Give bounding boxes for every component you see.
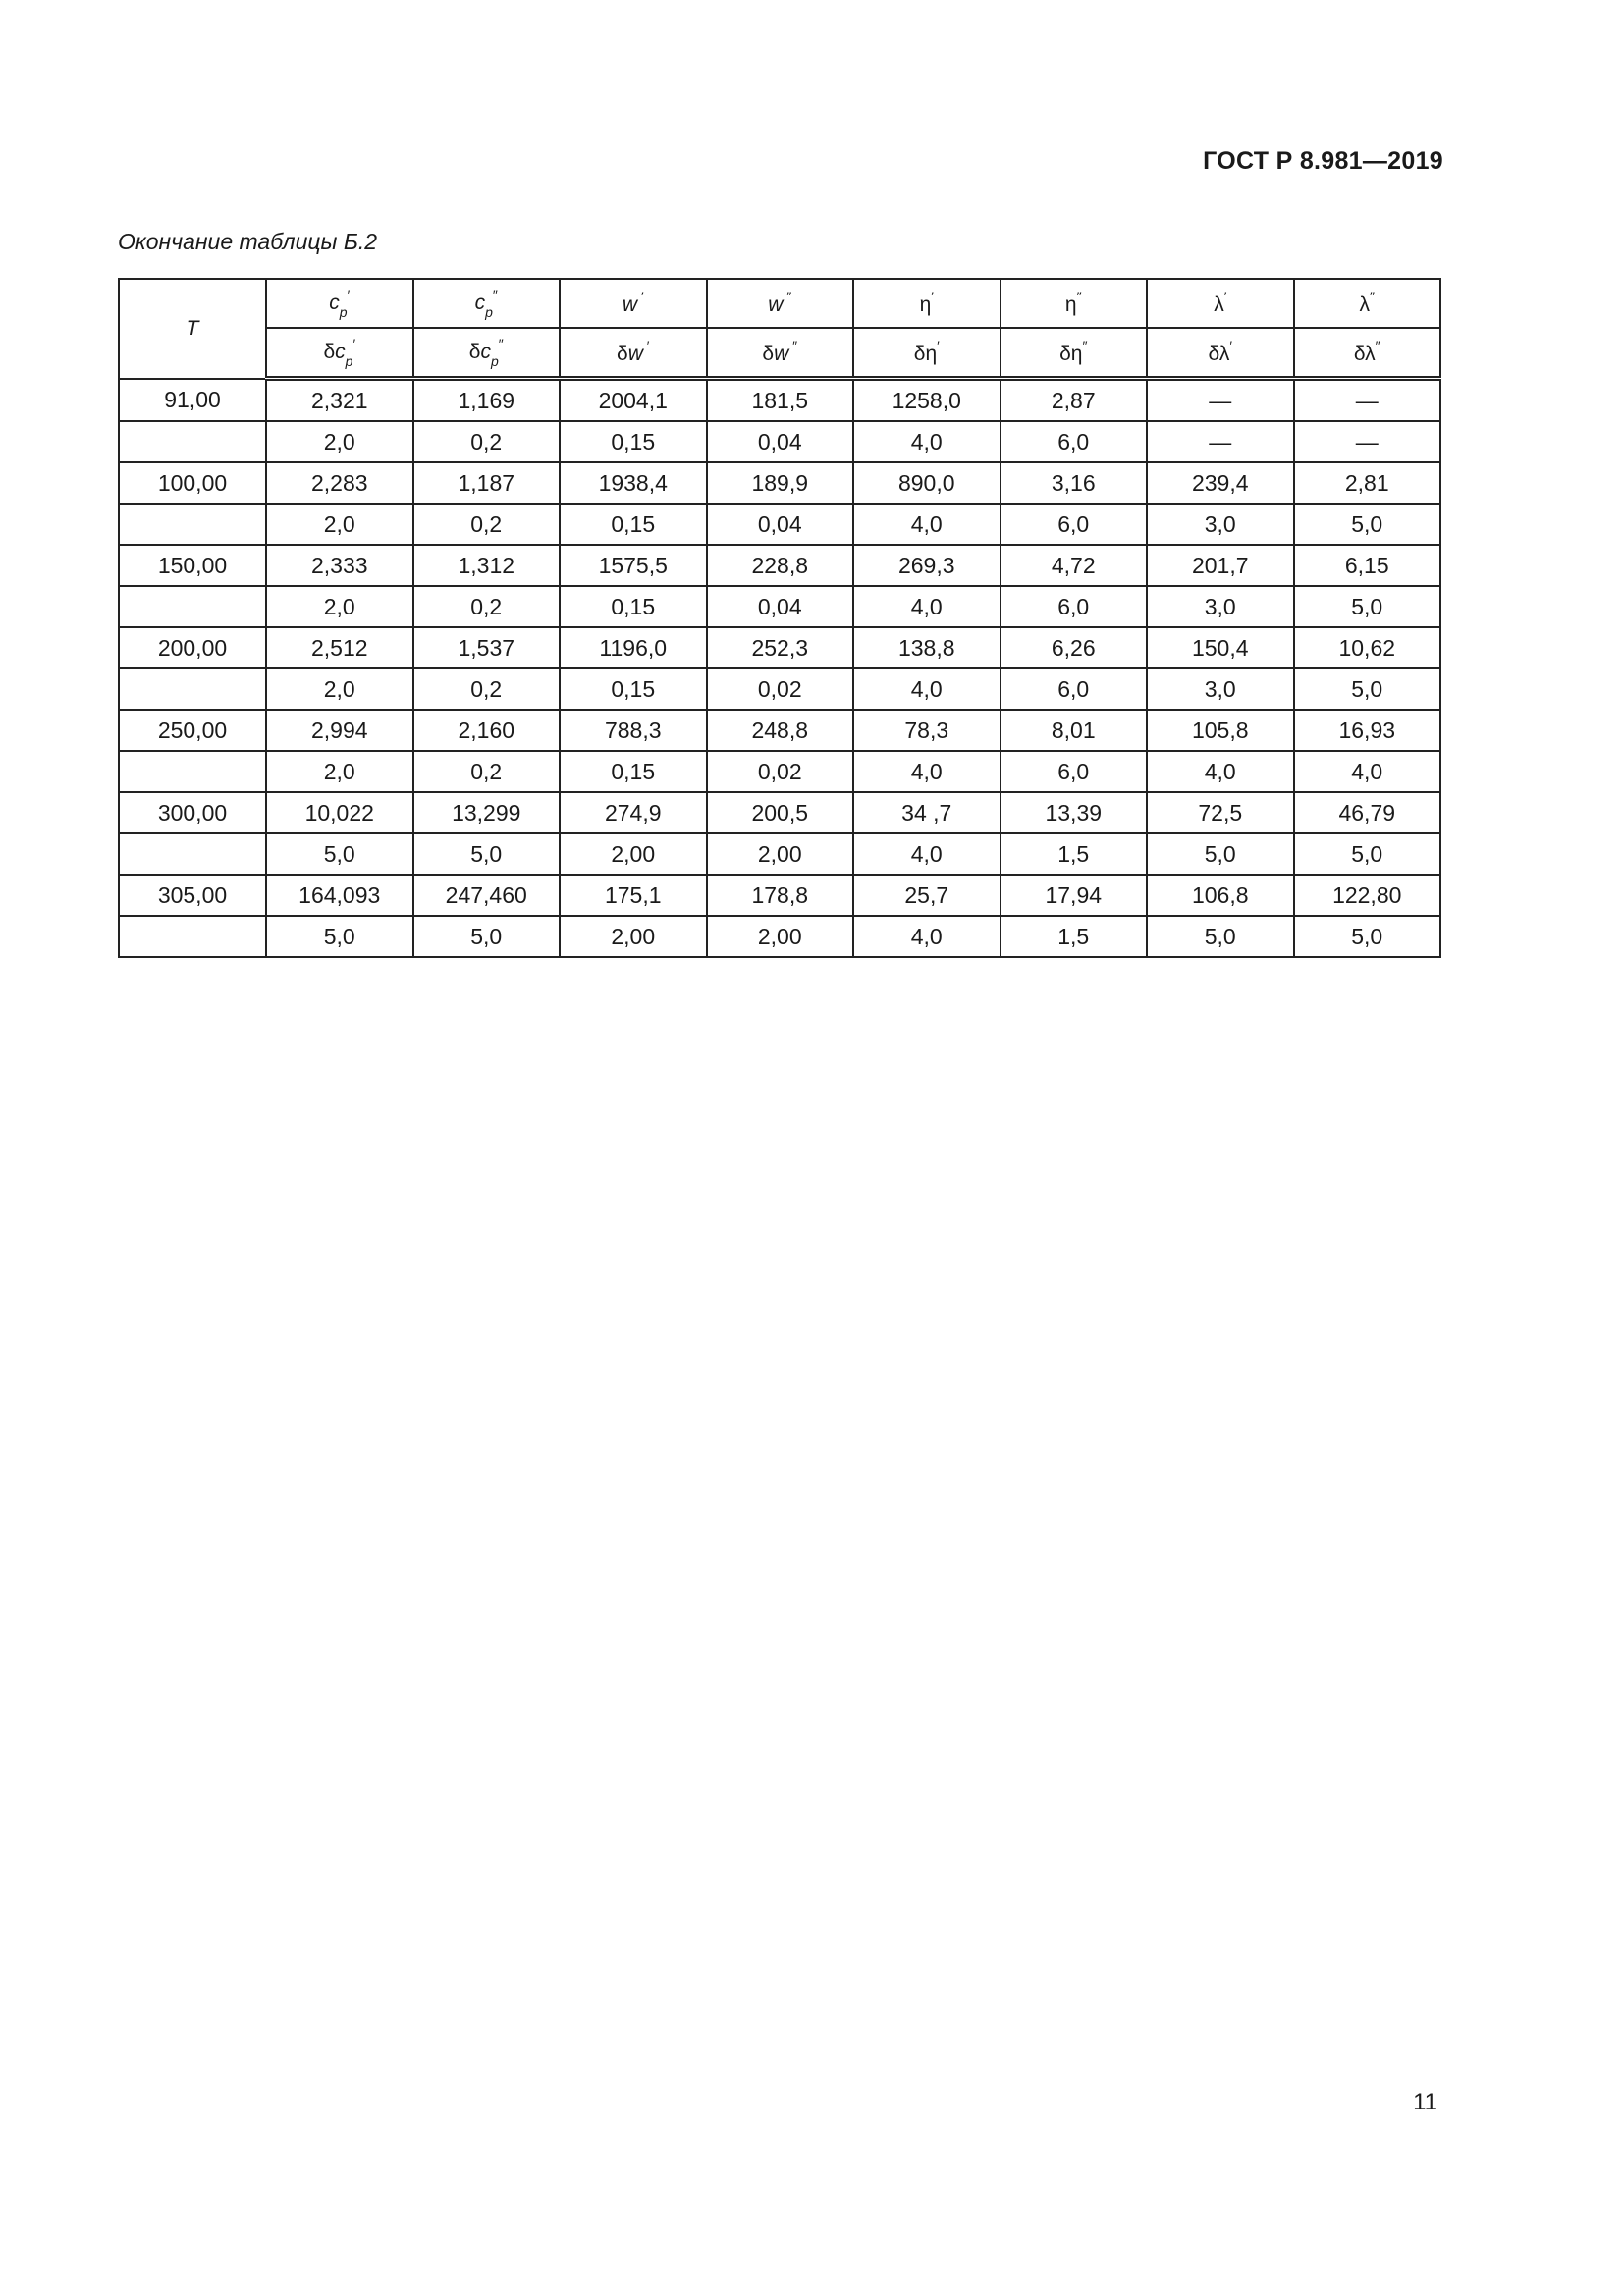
table-row-uncertainty bbox=[119, 751, 1440, 792]
table-cell: 2,00 bbox=[560, 916, 707, 957]
table-cell: 2,160 bbox=[413, 710, 561, 751]
table-cell: 122,80 bbox=[1294, 875, 1441, 916]
table-cell: 1,537 bbox=[413, 627, 561, 668]
table-cell: 5,0 bbox=[1294, 833, 1441, 875]
table-cell: 1,187 bbox=[413, 462, 561, 504]
table-body bbox=[119, 379, 1440, 958]
table-cell: 5,0 bbox=[1147, 916, 1294, 957]
table-row-uncertainty bbox=[119, 833, 1440, 875]
table-cell: 46,79 bbox=[1294, 792, 1441, 833]
cell-temperature: 200,00 bbox=[119, 627, 266, 668]
table-cell: 0,04 bbox=[707, 421, 854, 462]
table-cell: 5,0 bbox=[1147, 833, 1294, 875]
table-cell: 2,283 bbox=[266, 462, 413, 504]
cell-temperature: 250,00 bbox=[119, 710, 266, 751]
table-cell: 6,0 bbox=[1001, 751, 1148, 792]
uncertainty-header-2 bbox=[413, 328, 561, 379]
table-cell: 13,39 bbox=[1001, 792, 1148, 833]
header-row-values bbox=[119, 279, 1440, 328]
table-cell: 4,0 bbox=[1294, 751, 1441, 792]
table-cell: 5,0 bbox=[266, 916, 413, 957]
cell-temperature bbox=[119, 916, 266, 957]
table-row-values bbox=[119, 792, 1440, 833]
table-cell: 1258,0 bbox=[853, 379, 1001, 422]
table-cell: 2,00 bbox=[560, 833, 707, 875]
cell-temperature bbox=[119, 586, 266, 627]
table-cell: 13,299 bbox=[413, 792, 561, 833]
uncertainty-header-8 bbox=[1294, 328, 1441, 379]
table-cell: 4,0 bbox=[853, 916, 1001, 957]
table-cell: 164,093 bbox=[266, 875, 413, 916]
table-cell: 2,0 bbox=[266, 504, 413, 545]
table-cell: — bbox=[1147, 421, 1294, 462]
table-cell: 3,0 bbox=[1147, 668, 1294, 710]
table-cell: 1,5 bbox=[1001, 833, 1148, 875]
table-row-values bbox=[119, 379, 1440, 422]
table-cell: 2,333 bbox=[266, 545, 413, 586]
table-cell: — bbox=[1294, 379, 1441, 422]
symbol: η″ bbox=[1064, 288, 1082, 316]
table-cell: 5,0 bbox=[266, 833, 413, 875]
table-cell: 6,0 bbox=[1001, 668, 1148, 710]
table-cell: 34 ,7 bbox=[853, 792, 1001, 833]
table-cell: 4,0 bbox=[853, 833, 1001, 875]
table-cell: 2,87 bbox=[1001, 379, 1148, 422]
table-row-values bbox=[119, 875, 1440, 916]
symbol: η′ bbox=[919, 288, 934, 316]
table-header bbox=[119, 279, 1440, 379]
table-cell: 1196,0 bbox=[560, 627, 707, 668]
table-cell: 6,26 bbox=[1001, 627, 1148, 668]
table-cell: 189,9 bbox=[707, 462, 854, 504]
table-cell: 0,15 bbox=[560, 751, 707, 792]
table-cell: 2,321 bbox=[266, 379, 413, 422]
column-header-8 bbox=[1294, 279, 1441, 328]
table-cell: 1,5 bbox=[1001, 916, 1148, 957]
symbol: w ″ bbox=[768, 288, 792, 316]
table-cell: 1,169 bbox=[413, 379, 561, 422]
table-row-values bbox=[119, 545, 1440, 586]
column-header-6 bbox=[1001, 279, 1148, 328]
table-cell: 178,8 bbox=[707, 875, 854, 916]
page-number: 11 bbox=[1413, 2089, 1437, 2115]
table-cell: 2,0 bbox=[266, 586, 413, 627]
table-cell: 200,5 bbox=[707, 792, 854, 833]
table-row-uncertainty bbox=[119, 916, 1440, 957]
table-cell: 106,8 bbox=[1147, 875, 1294, 916]
table-cell: 72,5 bbox=[1147, 792, 1294, 833]
table-cell: 0,2 bbox=[413, 421, 561, 462]
table-cell: 5,0 bbox=[1294, 504, 1441, 545]
column-header-5 bbox=[853, 279, 1001, 328]
symbol: δw ′ bbox=[617, 337, 650, 365]
table-cell: 248,8 bbox=[707, 710, 854, 751]
symbol: w ′ bbox=[622, 288, 644, 316]
table-cell: 0,04 bbox=[707, 586, 854, 627]
cell-temperature: 300,00 bbox=[119, 792, 266, 833]
table-cell: 0,15 bbox=[560, 504, 707, 545]
table-cell: 1575,5 bbox=[560, 545, 707, 586]
table-cell: 1938,4 bbox=[560, 462, 707, 504]
table-cell: 3,16 bbox=[1001, 462, 1148, 504]
symbol: δw ″ bbox=[762, 337, 798, 365]
table-cell: 4,0 bbox=[853, 504, 1001, 545]
table-cell: 2,00 bbox=[707, 916, 854, 957]
table-cell: 25,7 bbox=[853, 875, 1001, 916]
document-standard-header: ГОСТ Р 8.981—2019 bbox=[1203, 147, 1443, 175]
header-row-uncertainties bbox=[119, 328, 1440, 379]
symbol: δλ″ bbox=[1353, 337, 1380, 365]
symbol: λ″ bbox=[1359, 288, 1375, 316]
table-cell: 247,460 bbox=[413, 875, 561, 916]
table-cell: 0,15 bbox=[560, 421, 707, 462]
symbol: $c_p'$ bbox=[329, 287, 351, 320]
table-cell: 78,3 bbox=[853, 710, 1001, 751]
table-cell: 6,0 bbox=[1001, 504, 1148, 545]
uncertainty-header-7 bbox=[1147, 328, 1294, 379]
column-header-t: T bbox=[119, 279, 266, 379]
table-cell: 2,81 bbox=[1294, 462, 1441, 504]
symbol: δη′ bbox=[913, 337, 940, 365]
table-cell: 4,0 bbox=[853, 751, 1001, 792]
column-header-1 bbox=[266, 279, 413, 328]
table-cell: 890,0 bbox=[853, 462, 1001, 504]
table-row-values bbox=[119, 462, 1440, 504]
table-cell: 5,0 bbox=[413, 833, 561, 875]
uncertainty-header-6 bbox=[1001, 328, 1148, 379]
table-row-values bbox=[119, 710, 1440, 751]
table-cell: 0,02 bbox=[707, 668, 854, 710]
column-header-4 bbox=[707, 279, 854, 328]
table-cell: 175,1 bbox=[560, 875, 707, 916]
table-cell: 4,0 bbox=[1147, 751, 1294, 792]
symbol: $\delta c_p''$ bbox=[468, 336, 504, 369]
table-row-uncertainty bbox=[119, 586, 1440, 627]
table-cell: 0,2 bbox=[413, 504, 561, 545]
table-cell: 3,0 bbox=[1147, 586, 1294, 627]
table-cell: 138,8 bbox=[853, 627, 1001, 668]
column-header-7 bbox=[1147, 279, 1294, 328]
table-cell: 16,93 bbox=[1294, 710, 1441, 751]
table-cell: 2,0 bbox=[266, 668, 413, 710]
cell-temperature: 91,00 bbox=[119, 379, 266, 422]
cell-temperature bbox=[119, 751, 266, 792]
table-cell: 201,7 bbox=[1147, 545, 1294, 586]
table-cell: 0,2 bbox=[413, 668, 561, 710]
table-cell: 3,0 bbox=[1147, 504, 1294, 545]
table-caption: Окончание таблицы Б.2 bbox=[118, 229, 378, 254]
table-cell: 150,4 bbox=[1147, 627, 1294, 668]
cell-temperature bbox=[119, 668, 266, 710]
table-cell: 8,01 bbox=[1001, 710, 1148, 751]
cell-temperature: 305,00 bbox=[119, 875, 266, 916]
table-cell: 2004,1 bbox=[560, 379, 707, 422]
cell-temperature bbox=[119, 504, 266, 545]
table-cell: 105,8 bbox=[1147, 710, 1294, 751]
table-cell: 269,3 bbox=[853, 545, 1001, 586]
table-cell: 228,8 bbox=[707, 545, 854, 586]
table-cell: 6,0 bbox=[1001, 421, 1148, 462]
uncertainty-header-4 bbox=[707, 328, 854, 379]
table-cell: 2,0 bbox=[266, 751, 413, 792]
cell-temperature: 150,00 bbox=[119, 545, 266, 586]
table-cell: 0,15 bbox=[560, 668, 707, 710]
table-cell: 5,0 bbox=[1294, 668, 1441, 710]
table-cell: 5,0 bbox=[413, 916, 561, 957]
table-cell: 4,0 bbox=[853, 421, 1001, 462]
table-cell: 0,2 bbox=[413, 586, 561, 627]
table-cell: 239,4 bbox=[1147, 462, 1294, 504]
table-cell: 0,02 bbox=[707, 751, 854, 792]
table-cell: 0,04 bbox=[707, 504, 854, 545]
table-cell: 2,512 bbox=[266, 627, 413, 668]
properties-table bbox=[118, 278, 1441, 958]
table-row-values bbox=[119, 627, 1440, 668]
table-cell: 6,15 bbox=[1294, 545, 1441, 586]
table-cell: 2,994 bbox=[266, 710, 413, 751]
table-cell: 0,15 bbox=[560, 586, 707, 627]
column-header-3 bbox=[560, 279, 707, 328]
table-cell: 2,00 bbox=[707, 833, 854, 875]
table-cell: 17,94 bbox=[1001, 875, 1148, 916]
symbol: λ′ bbox=[1214, 288, 1227, 316]
table-cell: 5,0 bbox=[1294, 586, 1441, 627]
table-cell: 2,0 bbox=[266, 421, 413, 462]
uncertainty-header-3 bbox=[560, 328, 707, 379]
cell-temperature bbox=[119, 421, 266, 462]
uncertainty-header-1 bbox=[266, 328, 413, 379]
table-cell: 10,022 bbox=[266, 792, 413, 833]
cell-temperature bbox=[119, 833, 266, 875]
symbol: δλ′ bbox=[1208, 337, 1232, 365]
table-cell: 274,9 bbox=[560, 792, 707, 833]
table-cell: 788,3 bbox=[560, 710, 707, 751]
table-row-uncertainty bbox=[119, 421, 1440, 462]
table-cell: — bbox=[1147, 379, 1294, 422]
table-cell: 4,72 bbox=[1001, 545, 1148, 586]
table-cell: — bbox=[1294, 421, 1441, 462]
table-cell: 4,0 bbox=[853, 668, 1001, 710]
table-row-uncertainty bbox=[119, 668, 1440, 710]
table-row-uncertainty bbox=[119, 504, 1440, 545]
table-cell: 4,0 bbox=[853, 586, 1001, 627]
table-cell: 0,2 bbox=[413, 751, 561, 792]
symbol: $\delta c_p'$ bbox=[323, 336, 356, 369]
table-cell: 1,312 bbox=[413, 545, 561, 586]
uncertainty-header-5 bbox=[853, 328, 1001, 379]
cell-temperature: 100,00 bbox=[119, 462, 266, 504]
symbol: $c_p''$ bbox=[474, 287, 498, 320]
column-header-2 bbox=[413, 279, 561, 328]
symbol: δη″ bbox=[1059, 337, 1088, 365]
table-cell: 5,0 bbox=[1294, 916, 1441, 957]
table-cell: 6,0 bbox=[1001, 586, 1148, 627]
table-cell: 252,3 bbox=[707, 627, 854, 668]
table-cell: 181,5 bbox=[707, 379, 854, 422]
table-cell: 10,62 bbox=[1294, 627, 1441, 668]
